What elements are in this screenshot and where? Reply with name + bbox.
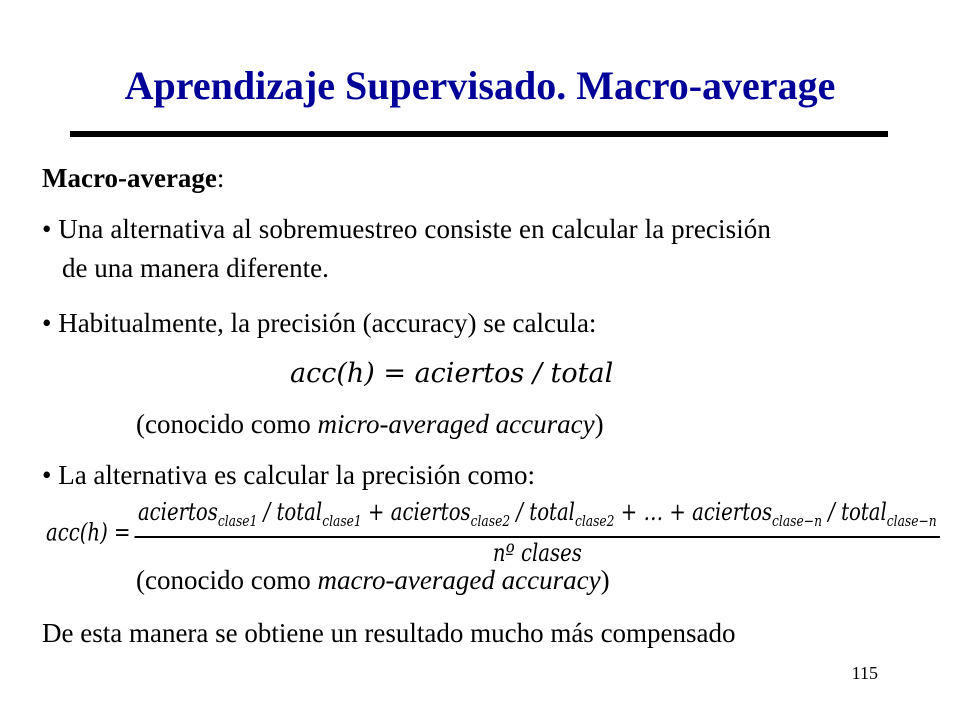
bullet-item-3 bbox=[42, 459, 535, 491]
note-2-prefix: (conocido como bbox=[136, 565, 318, 595]
bullet-3-text: La alternativa es calcular la precisión como: bbox=[58, 460, 535, 490]
sub-clase-n-total: clase−n bbox=[886, 511, 937, 530]
formula-2-numerator bbox=[135, 497, 940, 536]
formula-2-denominator: nº clases bbox=[492, 538, 582, 567]
slide-title: Aprendizaje Supervisado. Macro-average bbox=[124, 63, 836, 108]
sub-clase2: clase2 bbox=[470, 511, 511, 530]
term-total-n: / total bbox=[828, 498, 887, 526]
micro-averaged-note bbox=[136, 408, 604, 440]
note-2-term: macro-averaged accuracy bbox=[317, 565, 601, 595]
bullet-icon: • bbox=[42, 308, 52, 338]
bullet-1-line-1: Una alternativa al sobremuestreo consiste en calcular la precisión bbox=[58, 214, 772, 244]
formula-2-fraction bbox=[135, 497, 940, 568]
heading-text: Macro-average bbox=[42, 163, 217, 193]
term-aciertos-1: aciertos bbox=[137, 498, 218, 526]
formula-macro-accuracy bbox=[46, 497, 940, 568]
section-heading bbox=[42, 162, 224, 194]
sub-clase1-total: clase1 bbox=[322, 511, 362, 530]
page-number: 115 bbox=[851, 663, 878, 683]
title-divider bbox=[70, 131, 888, 137]
bullet-1-line-2: de una manera diferente. bbox=[62, 253, 329, 283]
macro-averaged-note bbox=[136, 564, 610, 596]
bullet-icon: • bbox=[42, 214, 52, 244]
formula-2-lhs: acc(h) = bbox=[46, 518, 131, 547]
term-aciertos-n: + … + aciertos bbox=[620, 498, 773, 526]
note-2-suffix: ) bbox=[600, 565, 610, 595]
note-1-suffix: ) bbox=[594, 409, 604, 439]
term-total-2: / total bbox=[516, 498, 575, 526]
sub-clase2-total: clase2 bbox=[574, 511, 615, 530]
sub-clase1: clase1 bbox=[217, 511, 258, 530]
heading-colon: : bbox=[216, 163, 225, 193]
bullet-item-1 bbox=[42, 213, 771, 245]
conclusion-text: De esta manera se obtiene un resultado mucho más compensado bbox=[42, 618, 736, 648]
bullet-item-2 bbox=[42, 307, 596, 339]
bullet-2-text: Habitualmente, la precisión (accuracy) se calcula: bbox=[58, 308, 597, 338]
sub-clase-n: clase−n bbox=[772, 511, 822, 530]
bullet-icon: • bbox=[42, 460, 52, 490]
note-1-term: micro-averaged accuracy bbox=[317, 409, 595, 439]
formula-micro-accuracy: acc(h) = aciertos / total bbox=[290, 358, 614, 389]
term-total-1: / total bbox=[263, 498, 323, 526]
term-aciertos-2: + aciertos bbox=[367, 498, 471, 526]
note-1-prefix: (conocido como bbox=[136, 409, 318, 439]
